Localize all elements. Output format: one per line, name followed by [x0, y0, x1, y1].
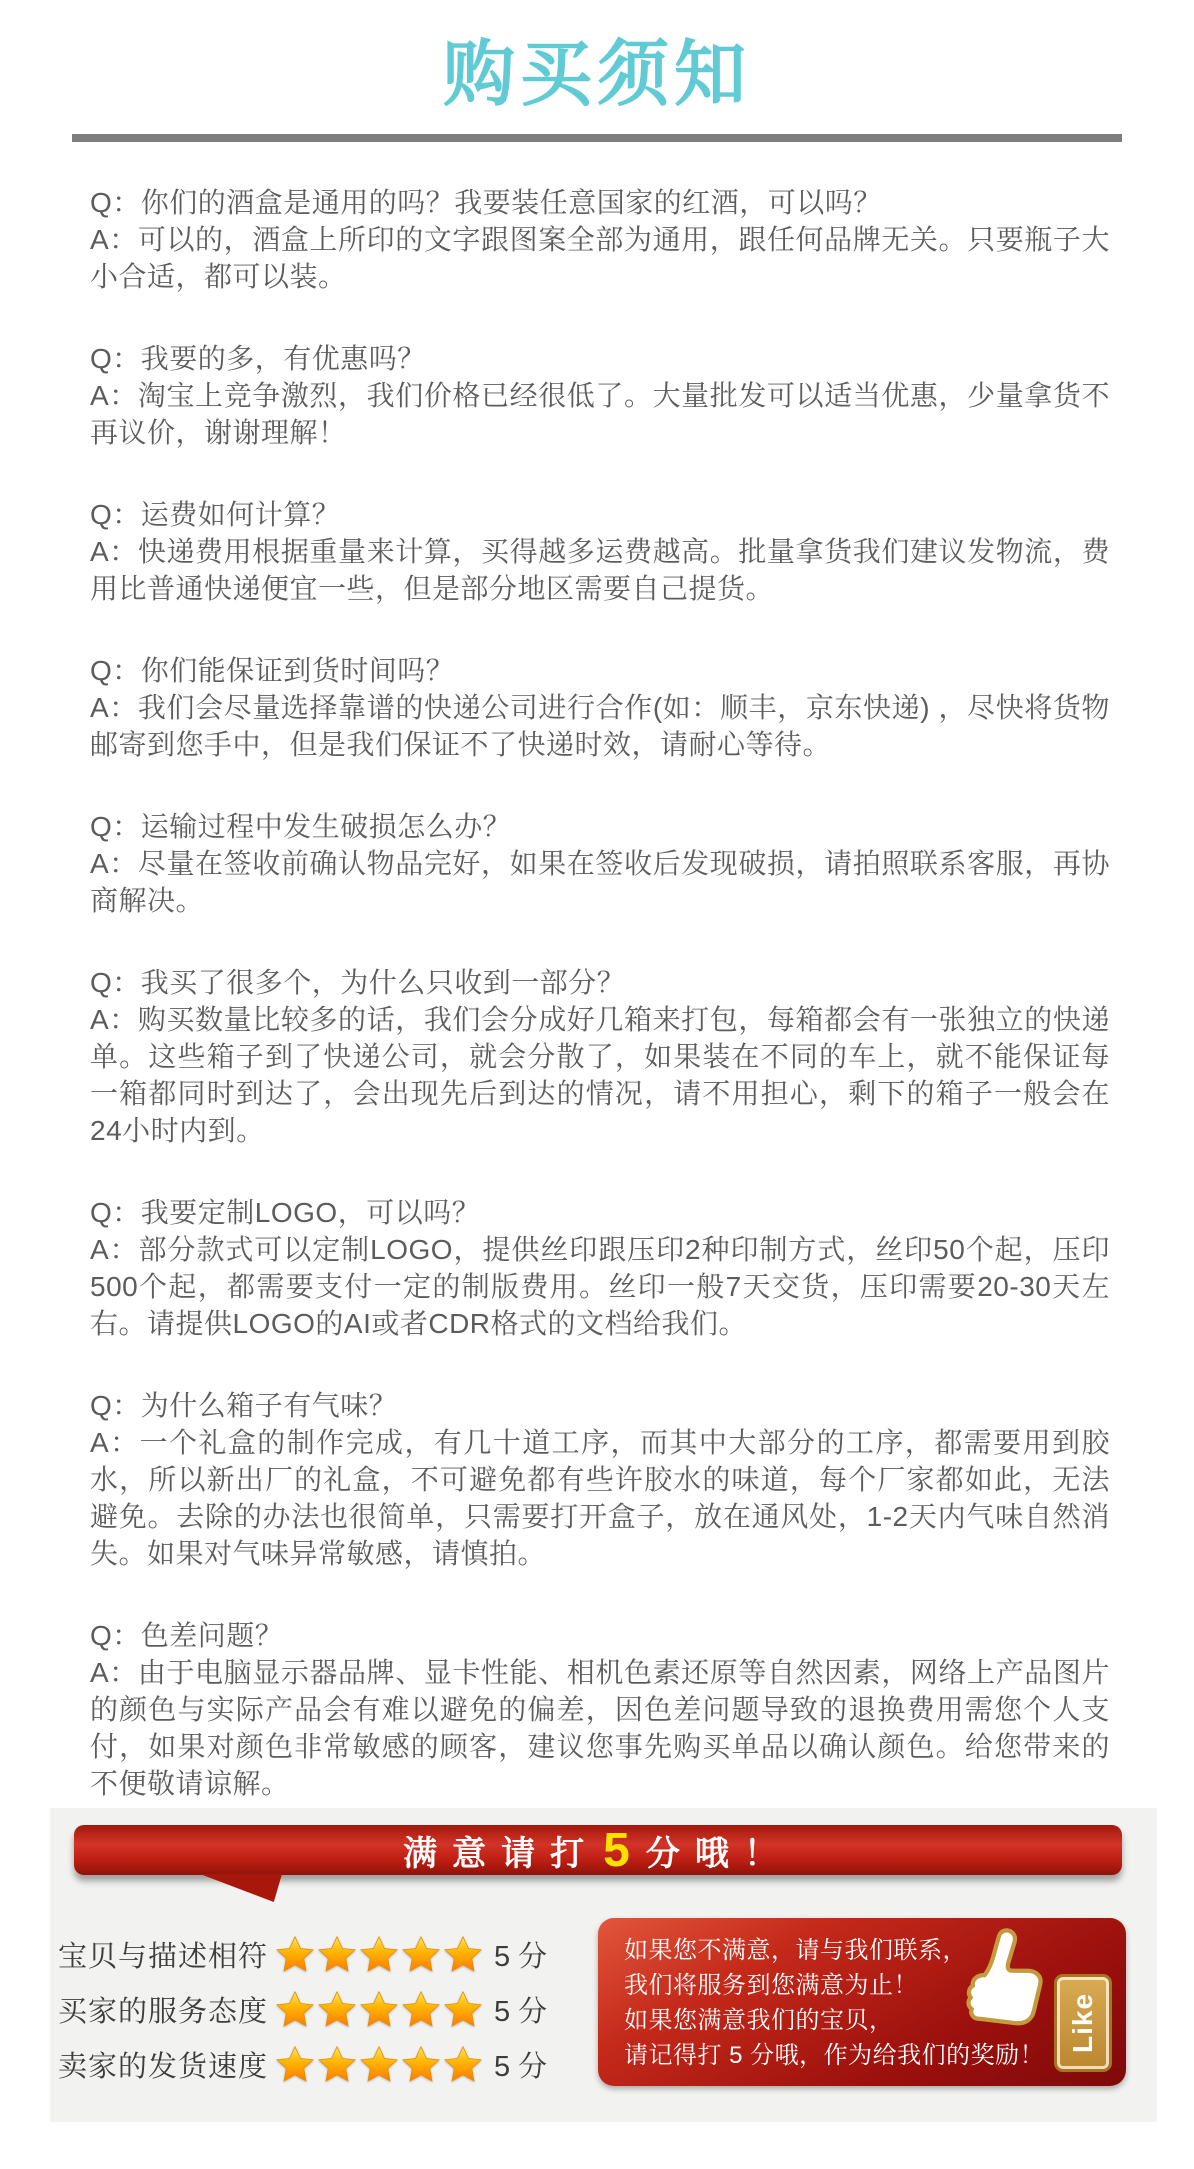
banner-score: 5: [603, 1823, 630, 1877]
faq-question: Q：你们能保证到货时间吗？: [90, 655, 455, 686]
faq-item: [90, 652, 1110, 763]
star-icon: [276, 2046, 314, 2082]
star-icon: [444, 1936, 482, 1972]
rating-score: 5 分: [494, 1940, 548, 1973]
star-rating: [276, 2046, 482, 2082]
faq-question: Q：色差问题？: [90, 1620, 284, 1651]
star-icon: [318, 2046, 356, 2082]
star-icon: [402, 2046, 440, 2082]
star-icon: [402, 1936, 440, 1972]
faq-item: [90, 1194, 1110, 1342]
faq-answer: A：快递费用根据重量来计算，买得越多运费越高。批量拿货我们建议发物流，费用比普通快递便宜一些，但是部分地区需要自己提货。: [90, 536, 1110, 604]
rating-row: [58, 1934, 547, 1974]
rating-label: 买家的服务态度: [58, 1995, 269, 2028]
faq-question: Q：运输过程中发生破损怎么办？: [90, 811, 512, 842]
rating-score: 5 分: [494, 1995, 548, 2028]
faq-answer: A：一个礼盒的制作完成，有几十道工序，而其中大部分的工序，都需要用到胶水，所以新出厂的礼盒，不可避免都有些许胶水的味道，每个厂家都如此，无法避免。去除的办法也很简单，只需要打开盒子，放在通风处，1-2天内气味自然消失。如果对气味异常敏感，请慎拍。: [90, 1427, 1110, 1569]
service-line: 我们将服务到您满意为止！: [624, 1972, 918, 1999]
faq-answer: A：购买数量比较多的话，我们会分成好几箱来打包，每箱都会有一张独立的快递单。这些箱子到了快递公司，就会分散了，如果装在不同的车上，就不能保证每一箱都同时到达了，会出现先后到达的情况，请不用担心，剩下的箱子一般会在24小时内到。: [90, 1004, 1110, 1146]
star-rating: [276, 1936, 482, 1972]
faq-answer: A：由于电脑显示器品牌、显卡性能、相机色素还原等自然因素，网络上产品图片的颜色与实际产品会有难以避免的偏差，因色差问题导致的退换费用需您个人支付，如果对颜色非常敏感的顾客，建议您事先购买单品以确认颜色。给您带来的不便敬请谅解。: [90, 1657, 1110, 1799]
banner-text-before: 满意请打: [403, 1834, 600, 1873]
faq-item: [90, 340, 1110, 451]
banner-tail: [200, 1874, 282, 1902]
faq-item: [90, 964, 1110, 1149]
faq-question: Q：我要的多，有优惠吗？: [90, 343, 426, 374]
rating-label: 宝贝与描述相符: [58, 1940, 269, 1973]
service-line: 请记得打 5 分哦，作为给我们的奖励！: [624, 2042, 1045, 2069]
star-icon: [318, 1936, 356, 1972]
rating-rows: [58, 1934, 547, 2099]
like-badge: [1054, 1974, 1112, 2072]
star-icon: [360, 1936, 398, 1972]
rating-panel: [50, 1808, 1157, 2122]
service-line: 如果您满意我们的宝贝，: [624, 2007, 894, 2034]
banner-text-after: 分哦！: [645, 1834, 793, 1873]
service-box: [598, 1918, 1126, 2086]
rating-row: [58, 1989, 547, 2029]
rating-row: [58, 2044, 547, 2084]
faq-question: Q：你们的酒盒是通用的吗？我要装任意国家的红酒，可以吗？: [90, 187, 882, 218]
star-icon: [444, 1991, 482, 2027]
faq-question: Q：运费如何计算？: [90, 499, 341, 530]
star-icon: [360, 2046, 398, 2082]
faq-question: Q：为什么箱子有气味？: [90, 1390, 398, 1421]
rating-label: 卖家的发货速度: [58, 2050, 269, 2083]
star-icon: [444, 2046, 482, 2082]
star-icon: [360, 1991, 398, 2027]
service-line: 如果您不满意，请与我们联系，: [624, 1937, 967, 1964]
star-rating: [276, 1991, 482, 2027]
faq-answer: A：可以的，酒盒上所印的文字跟图案全部为通用，跟任何品牌无关。只要瓶子大小合适，都可以装。: [90, 224, 1110, 292]
faq-list: [90, 184, 1110, 1802]
faq-answer: A：我们会尽量选择靠谱的快递公司进行合作(如：顺丰，京东快递) ，尽快将货物邮寄到您手中，但是我们保证不了快递时效，请耐心等待。: [90, 692, 1110, 760]
faq-item: [90, 184, 1110, 295]
title-divider: [72, 134, 1122, 142]
star-icon: [318, 1991, 356, 2027]
star-icon: [402, 1991, 440, 2027]
page-title: 购买须知: [442, 35, 751, 115]
star-icon: [276, 1936, 314, 1972]
thumbs-up-icon: [950, 1926, 1062, 2038]
faq-question: Q：我买了很多个，为什么只收到一部分？: [90, 967, 626, 998]
faq-question: Q：我要定制LOGO，可以吗？: [90, 1197, 481, 1228]
like-label: Like: [1067, 1992, 1098, 2054]
rating-banner: [74, 1825, 1122, 1875]
faq-item: [90, 1617, 1110, 1802]
faq-answer: A：部分款式可以定制LOGO，提供丝印跟压印2种印制方式，丝印50个起，压印500个起，都需要支付一定的制版费用。丝印一般7天交货，压印需要20-30天左右。请提供LOGO的AI或者CDR格式的文档给我们。: [90, 1234, 1110, 1339]
faq-answer: A：淘宝上竞争激烈，我们价格已经很低了。大量批发可以适当优惠，少量拿货不再议价，谢谢理解！: [90, 380, 1110, 448]
rating-score: 5 分: [494, 2050, 548, 2083]
star-icon: [276, 1991, 314, 2027]
faq-answer: A：尽量在签收前确认物品完好，如果在签收后发现破损，请拍照联系客服，再协商解决。: [90, 848, 1110, 916]
faq-item: [90, 496, 1110, 607]
faq-item: [90, 808, 1110, 919]
faq-item: [90, 1387, 1110, 1572]
